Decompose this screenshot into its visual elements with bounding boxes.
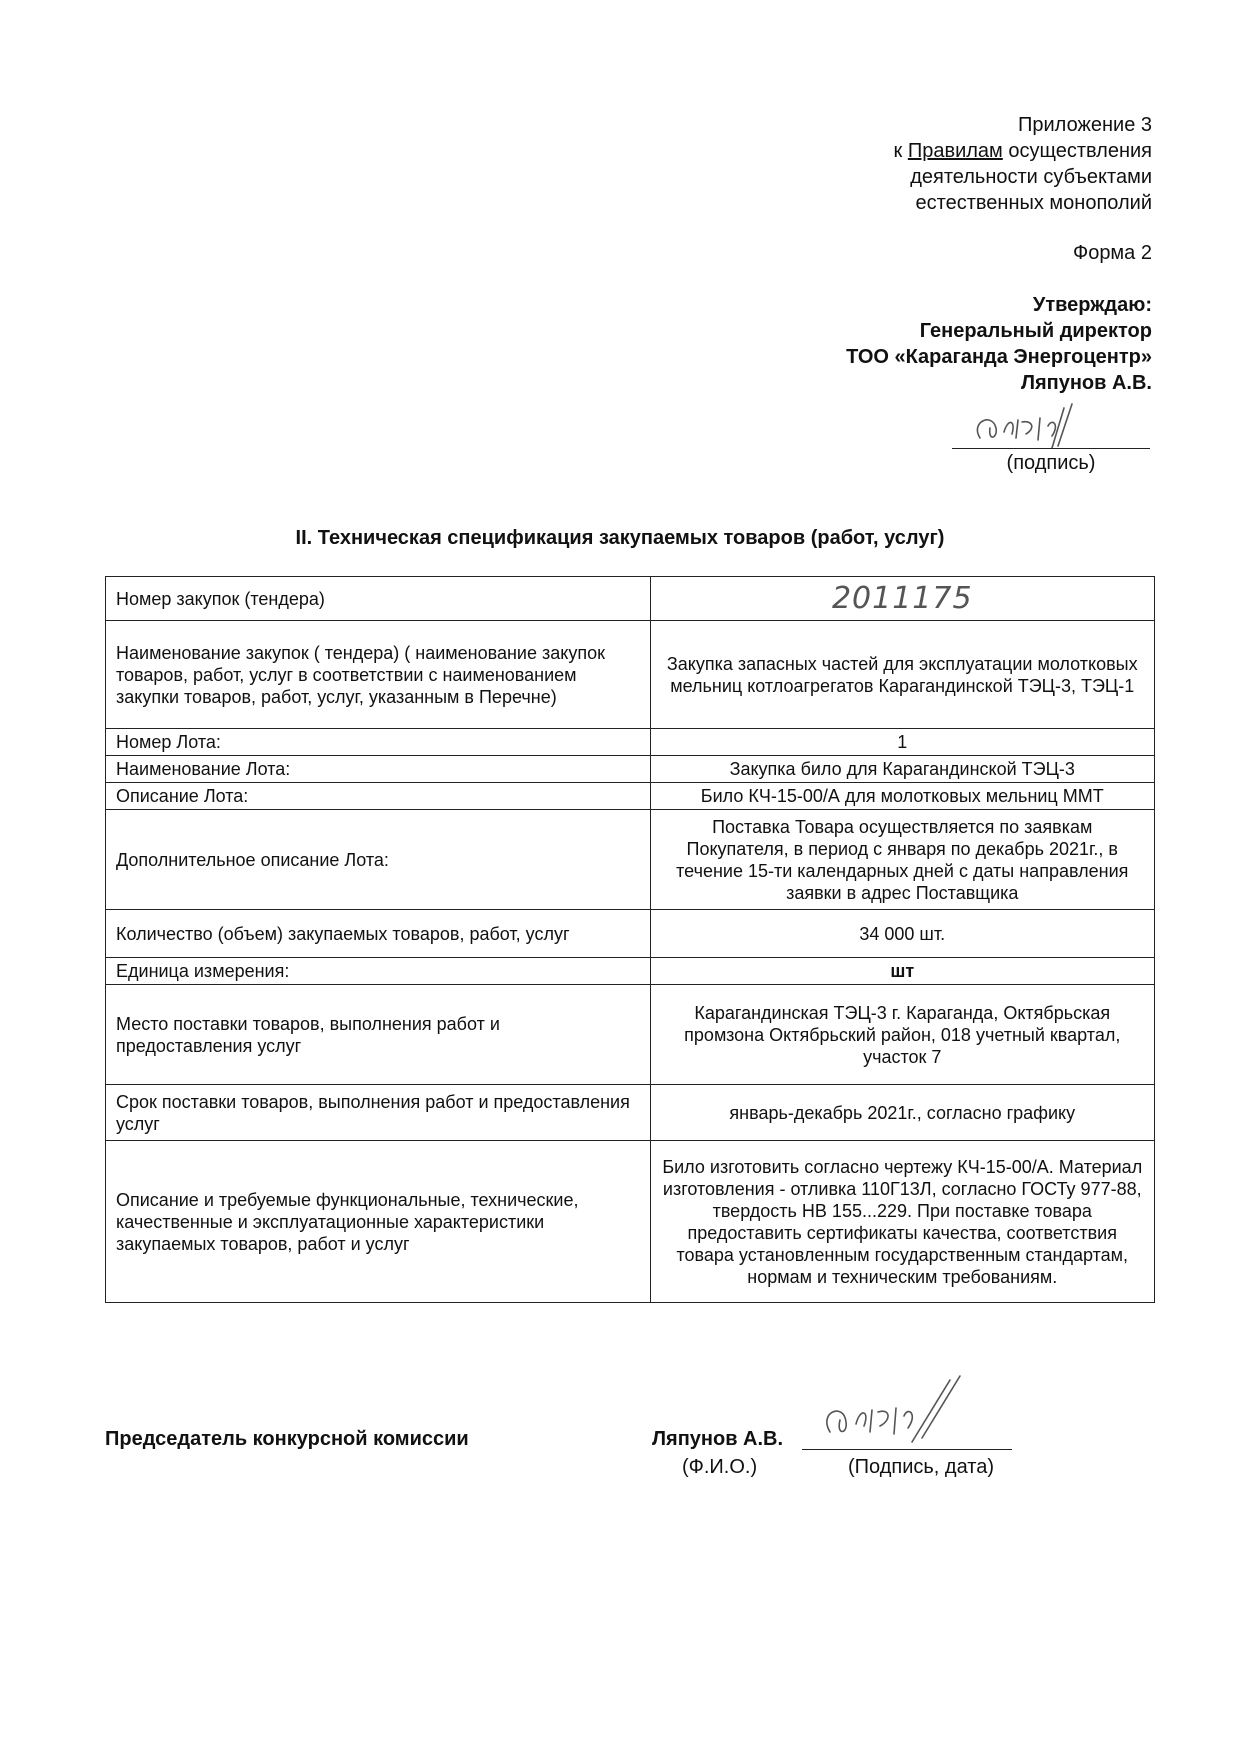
row-value: Закупка било для Карагандинской ТЭЦ-3 [650, 756, 1154, 783]
row-key: Описание и требуемые функциональные, технические, качественные и эксплуатационные характеристики закупаемых товаров, работ и услуг [106, 1141, 651, 1303]
row-value: Закупка запасных частей для эксплуатации молотковых мельниц котлоагрегатов Карагандинской ТЭЦ-3, ТЭЦ-1 [650, 621, 1154, 729]
appendix-line-2-prefix: к [893, 140, 908, 162]
table-row [106, 621, 1155, 729]
row-key: Дополнительное описание Лота: [106, 810, 651, 910]
row-value: шт [650, 958, 1154, 985]
appendix-line-1: Приложение 3 [1018, 114, 1152, 136]
table-row [106, 756, 1155, 783]
row-value: Било КЧ-15-00/А для молотковых мельниц ММТ [650, 783, 1154, 810]
appendix-line-2-suffix: осуществления [1002, 140, 1152, 162]
appendix-header [632, 112, 1152, 216]
rules-link[interactable]: Правилам [907, 140, 1003, 162]
row-key: Номер Лота: [106, 729, 651, 756]
approval-block [592, 292, 1152, 396]
table-row [106, 910, 1155, 958]
signature-caption: (подпись) [1006, 452, 1096, 474]
appendix-line-3: деятельности субъектами [910, 166, 1152, 188]
chair-name: Ляпунов А.В. [652, 1428, 784, 1450]
form-number: Форма 2 [1072, 242, 1152, 264]
appendix-line-4: естественных монополий [915, 192, 1152, 214]
approval-line-4: Ляпунов А.В. [1020, 372, 1152, 394]
row-key: Описание Лота: [106, 783, 651, 810]
specification-table [105, 576, 1155, 1303]
row-value: Карагандинская ТЭЦ-3 г. Караганда, Октябрьская промзона Октябрьский район, 018 учетный квартал, участок 7 [650, 985, 1154, 1085]
row-value: Било изготовить согласно чертежу КЧ-15-00/А. Материал изготовления - отливка 110Г13Л, согласно ГОСТу 977-88, твердость НВ 155...229. При поставке товара предоставить сертификаты качества, соответствия товара установленным государственным стандартам, нормам и техническим требованиям. [650, 1141, 1154, 1303]
table-row [106, 810, 1155, 910]
row-value: 34 000 шт. [650, 910, 1154, 958]
chair-signature [800, 1372, 1000, 1452]
table-row [106, 1085, 1155, 1141]
table-row [106, 729, 1155, 756]
signature-line [952, 448, 1150, 449]
table-row [106, 577, 1155, 621]
appendix-line-2 [632, 138, 1152, 164]
director-signature [952, 398, 1152, 454]
section-title: II. Техническая спецификация закупаемых товаров (работ, услуг) [295, 527, 945, 549]
approval-line-1: Утверждаю: [1032, 294, 1152, 316]
approval-line-2: Генеральный директор [919, 320, 1152, 342]
approval-line-3: ТОО «Караганда Энергоцентр» [846, 346, 1152, 368]
row-value: январь-декабрь 2021г., согласно графику [650, 1085, 1154, 1141]
row-key: Срок поставки товаров, выполнения работ и предоставления услуг [106, 1085, 651, 1141]
row-value: Поставка Товара осуществляется по заявкам Покупателя, в период с января по декабрь 2021г., в течение 15-ти календарных дней с даты направления заявки в адрес Поставщика [650, 810, 1154, 910]
tender-number-handwritten: 2011175 [650, 577, 1154, 621]
row-key: Наименование Лота: [106, 756, 651, 783]
table-row [106, 783, 1155, 810]
row-key: Номер закупок (тендера) [106, 577, 651, 621]
table-row [106, 1141, 1155, 1303]
sign-date-caption: (Подпись, дата) [848, 1456, 994, 1478]
row-key: Наименование закупок ( тендера) ( наименование закупок товаров, работ, услуг в соответствии с наименованием закупки товаров, работ, услуг, указанным в Перечне) [106, 621, 651, 729]
fio-caption: (Ф.И.О.) [682, 1456, 758, 1478]
table-row [106, 958, 1155, 985]
row-value: 1 [650, 729, 1154, 756]
row-key: Единица измерения: [106, 958, 651, 985]
row-key: Место поставки товаров, выполнения работ и предоставления услуг [106, 985, 651, 1085]
table-row [106, 985, 1155, 1085]
row-key: Количество (объем) закупаемых товаров, работ, услуг [106, 910, 651, 958]
commission-chair-label: Председатель конкурсной комиссии [105, 1428, 469, 1450]
